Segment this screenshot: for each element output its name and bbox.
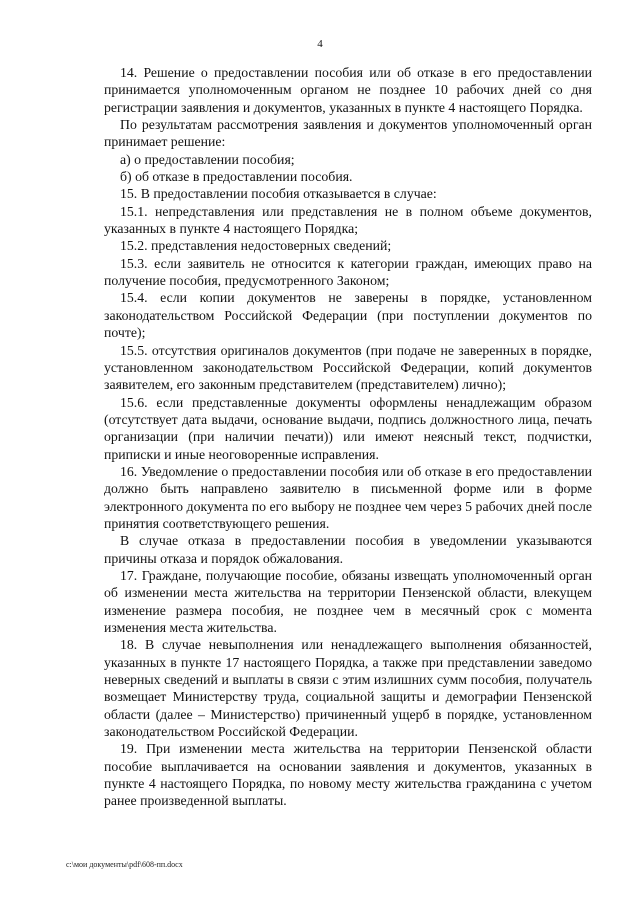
page-number: 4 [317,38,323,50]
paragraph-16: 16. Уведомление о предоставлении пособия или об отказе в его предоставлении должно быть направлено заявителю в письменной форме или в форме электронного документа по его выбору не позднее чем через 5 рабочих дней после принятия соответствующего решения. [104,463,592,531]
paragraph-18: 18. В случае невыполнения или ненадлежащего выполнения обязанностей, указанных в пункте 17 настоящего Порядка, а также при представлении заведомо неверных сведений и выплаты в связи с этим излишних сумм пособия, получатель возмещает Министерству труда, социальной защиты и демографии Пензенской области (далее – Министерство) причиненный ущерб в порядке, установленном законодательством Российской Федерации. [104,637,592,740]
paragraph-15-3: 15.3. если заявитель не относится к категории граждан, имеющих право на получение пособия, предусмотренного Законом; [104,255,592,289]
paragraph-15-4: 15.4. если копии документов не заверены в порядке, установленном законодательством Российской Федерации (при поступлении документов по почте); [104,290,592,341]
document-body [104,64,592,810]
paragraph-14-a: а) о предоставлении пособия; [120,151,295,167]
paragraph-15-2: 15.2. представления недостоверных сведений; [120,238,392,254]
footer-file-path: c:\мои документы\pdf\608-пп.docx [66,860,183,869]
paragraph-15-5: 15.5. отсутствия оригиналов документов (при подаче не заверенных в порядке, установленном законодательством Российской Федерации, копий документов заявителем, его законным представителем (представителем) лично); [104,342,592,393]
paragraph-14-b: б) об отказе в предоставлении пособия. [120,169,353,185]
paragraph-14-results: По результатам рассмотрения заявления и документов уполномоченный орган принимает решение: [104,117,592,150]
paragraph-15-1: 15.1. непредставления или представления не в полном объеме документов, указанных в пункте 4 настоящего Порядка; [104,203,592,237]
paragraph-15-6: 15.6. если представленные документы оформлены ненадлежащим образом (отсутствует дата выдачи, основание выдачи, подпись должностного лица, печать организации (при наличии печати)) или имеют неясный текст, подчистки, приписки и иные неоговоренные исправления. [104,394,592,462]
paragraph-15: 15. В предоставлении пособия отказывается в случае: [120,186,437,202]
paragraph-14: 14. Решение о предоставлении пособия или об отказе в его предоставлении принимается уполномоченным органом не позднее 10 рабочих дней со дня регистрации заявления и документов, указанных в пункте 4 настоящего Порядка. [104,65,592,115]
paragraph-19: 19. При изменении места жительства на территории Пензенской области пособие выплачивается на основании заявления и документов, указанных в пункте 4 настоящего Порядка, по новому месту жительства гражданина с учетом ранее произведенной выплаты. [104,741,592,809]
paragraph-16-refusal: В случае отказа в предоставлении пособия в уведомлении указываются причины отказа и порядок обжалования. [104,533,592,566]
paragraph-17: 17. Граждане, получающие пособие, обязаны извещать уполномоченный орган об изменении места жительства на территории Пензенской области, влекущем изменение размера пособия, не позднее чем в месячный срок с момента изменения места жительства. [104,567,592,635]
